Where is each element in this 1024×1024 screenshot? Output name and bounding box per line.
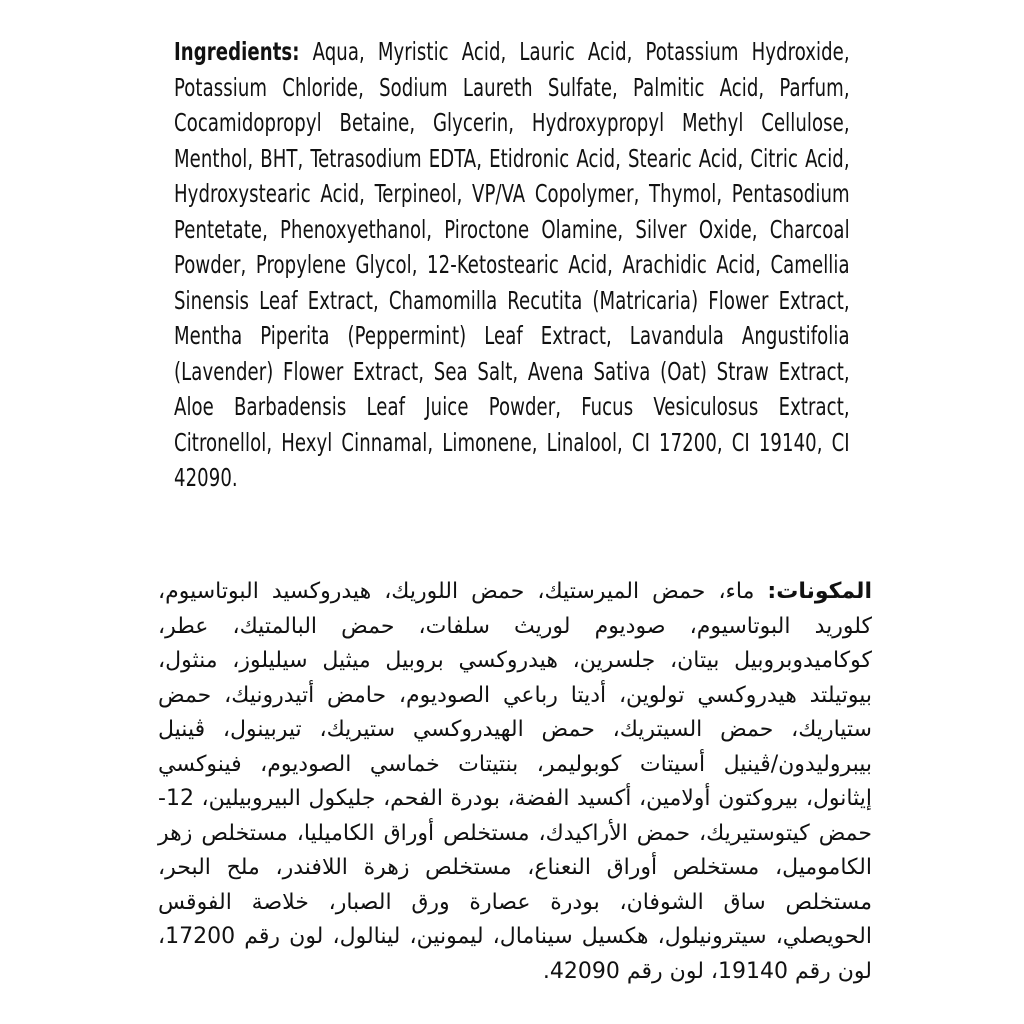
arabic-heading: المكونات: xyxy=(767,579,872,604)
arabic-ingredients xyxy=(158,575,872,989)
arabic-ingredients-text: ماء، حمض الميرستيك، حمض اللوريك، هيدروكسيد البوتاسيوم، كلوريد البوتاسيوم، صوديوم لوريث سلفات، حمض البالمتيك، عطر، كوكاميدوبروبيل بيتان، جلسرين، هيدروكسي بروبيل ميثيل سيليلوز، منثول، بيوتيلتد هيدروكسي تولوين، أديتا رباعي الصوديوم، حامض أتيدرونيك، حمض ستياريك، حمض السيتريك، حمض الهيدروكسي ستيريك، تيربينول، ڤينيل بيبروليدون/ڤينيل أسيتات كوبوليمر، بنتيتات خماسي الصوديوم، فينوكسي إيثانول، بيروكتون أولامين، أكسيد الفضة، بودرة الفحم، جليكول البيروبيلين، 12-حمض كيتوستيريك، حمض الأراكيدك، مستخلص أوراق الكاميليا، مستخلص زهر الكاموميل، مستخلص أوراق النعناع، مستخلص زهرة اللافندر، ملح البحر، مستخلص ساق الشوفان، بودرة عصارة ورق الصبار، خلاصة الفوقس الحويصلي، سيترونيلول، هكسيل سينامال، ليمونين، لينالول، لون رقم 17200، لون رقم 19140، لون رقم 42090. xyxy=(158,579,872,984)
english-heading: Ingredients: xyxy=(174,37,300,66)
english-ingredients xyxy=(174,34,850,496)
english-ingredients-text: Aqua, Myristic Acid, Lauric Acid, Potassium Hydroxide, Potassium Chloride, Sodium Laureth Sulfate, Palmitic Acid, Parfum, Cocamidopropyl Betaine, Glycerin, Hydroxypropyl Methyl Cellulose, Menthol, BHT, Tetrasodium EDTA, Etidronic Acid, Stearic Acid, Citric Acid, Hydroxystearic Acid, Terpineol, VP/VA Copolymer, Thymol, Pentasodium Pentetate, Phenoxyethanol, Piroctone Olamine, Silver Oxide, Charcoal Powder, Propylene Glycol, 12-Ketostearic Acid, Arachidic Acid, Camellia Sinensis Leaf Extract, Chamomilla Recutita (Matricaria) Flower Extract, Mentha Piperita (Peppermint) Leaf Extract, Lavandula Angustifolia (Lavender) Flower Extract, Sea Salt, Avena Sativa (Oat) Straw Extract, Aloe Barbadensis Leaf Juice Powder, Fucus Vesiculosus Extract, Citronellol, Hexyl Cinnamal, Limonene, Linalool, CI 17200, CI 19140, CI 42090. xyxy=(174,37,850,492)
ingredients-panel xyxy=(174,34,850,496)
